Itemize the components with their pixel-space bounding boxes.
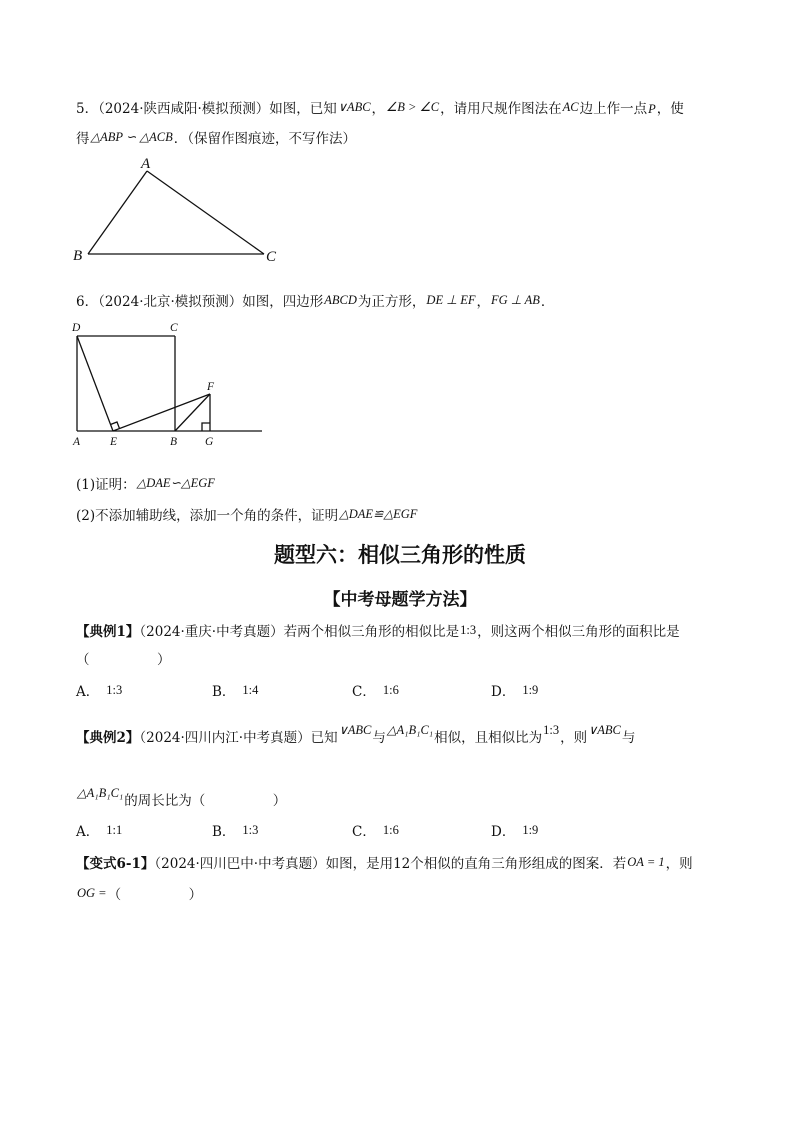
math-congruent-triangles: △DAE≌△EGF <box>339 507 418 521</box>
label-b: B <box>170 436 178 448</box>
side-ab <box>88 171 147 254</box>
label-a: A <box>73 436 81 448</box>
section-heading: 题型六：相似三角形的性质 <box>274 543 526 567</box>
math-similar-triangles: △DAE∽△EGF <box>136 476 215 490</box>
ex2-line1 <box>76 720 636 746</box>
math-triangle-a1b1c1: △A₁B₁C₁ <box>386 723 434 737</box>
q6-part1-text: (1)证明： <box>76 477 136 493</box>
q5-text: 5．（2024·陕西咸阳·模拟预测）如图，已知 <box>76 101 337 117</box>
q5-text: ， <box>371 101 386 117</box>
math-ratio: 1:3 <box>543 723 560 737</box>
math-triangle-abc: ∨ABC <box>588 723 621 737</box>
option-value: 1:3 <box>242 823 259 837</box>
var61-line1 <box>76 852 693 872</box>
math-segment-ac: AC <box>562 100 579 114</box>
math-perpendicular-de-ef: DE ⊥ EF <box>426 293 476 307</box>
var61-text: ，则 <box>665 856 693 872</box>
ex1-options <box>0 680 800 700</box>
square-abcd-figure <box>71 322 262 448</box>
math-og-equals: OG = <box>77 886 107 900</box>
q5-text: ，使 <box>656 101 684 117</box>
label-c: C <box>266 249 277 265</box>
var61-line2 <box>76 883 202 903</box>
math-triangle-abc: ∨ABC <box>337 100 371 114</box>
var61-answer-blank: （ ） <box>107 887 203 903</box>
option-letter: B． <box>212 684 236 700</box>
q5-text: 得 <box>76 131 90 147</box>
ex2-options <box>0 820 800 840</box>
ex2-text: （2024·四川内江·中考真题）已知 <box>139 730 338 746</box>
q6-text: ． <box>540 294 555 310</box>
option-letter: C． <box>352 684 376 700</box>
q5-line2 <box>76 127 356 147</box>
option-value: 1:9 <box>522 683 539 697</box>
option-d <box>491 820 539 842</box>
ex2-text: 相似，且相似比为 <box>434 730 543 746</box>
math-perpendicular-fg-ab: FG ⊥ AB <box>491 293 540 307</box>
right-angle-mark-g <box>202 423 210 431</box>
q5-text: ，请用尺规作图法在 <box>440 101 562 117</box>
segment-ef <box>113 394 210 431</box>
option-value: 1:3 <box>106 683 123 697</box>
math-ratio: 1:3 <box>460 623 477 637</box>
q6-part1 <box>76 473 216 493</box>
option-value: 1:4 <box>242 683 259 697</box>
math-square-abcd: ABCD <box>324 293 357 307</box>
math-triangle-a1b1c1: △A₁B₁C₁ <box>77 786 124 800</box>
option-letter: C． <box>352 824 376 840</box>
option-value: 1:6 <box>382 823 399 837</box>
side-ac <box>147 171 264 254</box>
math-angle-condition: ∠B > ∠C <box>386 100 440 114</box>
ex2-text: ，则 <box>560 730 588 746</box>
segment-bf <box>175 394 210 431</box>
q6-text: 6．（2024·北京·模拟预测）如图，四边形 <box>76 294 324 310</box>
option-value: 1:6 <box>382 683 399 697</box>
label-a: A <box>141 156 151 172</box>
option-letter: D． <box>491 684 516 700</box>
option-b <box>212 680 259 702</box>
q6-part2-text: (2)不添加辅助线，添加一个角的条件，证明 <box>76 508 339 524</box>
triangle-abc-figure <box>73 156 277 265</box>
right-angle-mark-e <box>111 422 120 429</box>
option-a <box>76 820 123 842</box>
option-b <box>212 820 259 842</box>
option-letter: D． <box>491 824 516 840</box>
math-oa-equals: OA = 1 <box>627 855 665 869</box>
option-letter: A． <box>76 824 100 840</box>
option-letter: A． <box>76 684 100 700</box>
var61-text: （2024·四川巴中·中考真题）如图，是用12个相似的直角三角形组成的图案．若 <box>154 856 627 872</box>
ex1-answer-blank: （ ） <box>76 652 171 668</box>
option-value: 1:9 <box>522 823 539 837</box>
q5-text: 边上作一点 <box>579 101 648 117</box>
q5-line1 <box>76 97 684 117</box>
label-e: E <box>110 436 118 448</box>
math-point-p: P <box>648 102 656 116</box>
label-d: D <box>72 322 81 334</box>
ex1-line1 <box>76 620 680 640</box>
q5-text: ．（保留作图痕迹，不写作法） <box>173 131 356 147</box>
label-f: F <box>207 381 215 393</box>
q6-text: ， <box>476 294 490 310</box>
option-letter: B． <box>212 824 236 840</box>
option-c <box>352 820 400 842</box>
ex1-text: ，则这两个相似三角形的面积比是 <box>477 624 680 640</box>
example-tag: 【典例2】 <box>76 730 140 746</box>
option-value: 1:1 <box>106 823 123 837</box>
q6-part2 <box>76 504 418 524</box>
ex2-line2 <box>76 783 287 809</box>
ex2-text: 的周长比为（ ） <box>124 793 287 809</box>
section-subheading: 【中考母题学方法】 <box>323 590 477 610</box>
example-tag: 【典例1】 <box>76 624 140 640</box>
option-c <box>352 680 400 702</box>
ex2-text: 与 <box>372 730 386 746</box>
label-g: G <box>205 436 214 448</box>
segment-de <box>77 336 113 431</box>
option-a <box>76 680 123 702</box>
q6-line1 <box>76 290 554 310</box>
label-c: C <box>170 322 178 334</box>
label-b: B <box>73 248 83 264</box>
option-d <box>491 680 539 702</box>
ex2-text: 与 <box>621 730 636 746</box>
q6-text: 为正方形， <box>357 294 426 310</box>
math-similarity: △ABP ∽ △ACB <box>90 130 173 144</box>
variant-tag: 【变式6-1】 <box>76 856 155 872</box>
ex1-text: （2024·重庆·中考真题）若两个相似三角形的相似比是 <box>139 624 460 640</box>
math-triangle-abc: ∨ABC <box>338 723 372 737</box>
